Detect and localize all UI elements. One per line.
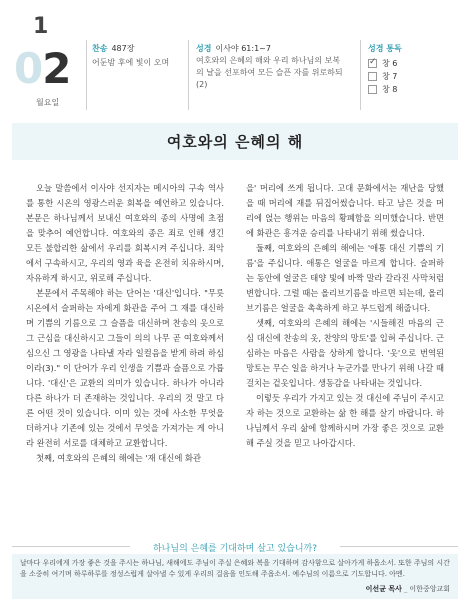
reading-plan-title: 성경 통독 bbox=[368, 44, 402, 53]
header-divider bbox=[360, 40, 361, 110]
header-divider bbox=[86, 40, 87, 110]
body-paragraph: 셋째, 여호와의 은혜의 해에는 '시들해진 마음의 근심 대신에 찬송의 옷, 찬양의 망토'를 입혀 주십니다. 근심하는 마음은 사람을 상하게 합니다. '옷'으로 번역된 망토는 무슨 일을 하거나 누군가를 만나기 위해 나갈 때 걸치는 겉옷입니다. 생동감을 나타내는 것입니다. bbox=[246, 318, 444, 388]
reading-plan-item-label: 창 8 bbox=[382, 85, 398, 94]
reading-plan-item[interactable] bbox=[368, 83, 458, 96]
day-number bbox=[14, 44, 71, 93]
body-paragraph: 둘째, 여호와의 은혜의 해에는 '애통 대신 기쁨의 기름'을 주십니다. 애통은 얼굴을 마르게 합니다. 슬퍼하는 동안에 얼굴은 태양 빛에 바짝 말라 갈라진 사막처럼 변합니다. 그럴 때는 올리브기름을 바르면 되는데, 올리브기름은 얼굴을 촉촉하게 하고 부드럽게 해줍니다. bbox=[246, 243, 444, 313]
reading-plan-item-label: 창 7 bbox=[382, 72, 398, 81]
body-paragraph: 을' 머리에 쓰게 됩니다. 고대 문화에서는 재난을 당했을 때 머리에 재를 뒤집어썼습니다. 타고 남은 것을 머리에 얹는 행위는 마음의 황폐함을 의미했습니다. 반면에 화관은 흥겨운 승리를 나타내기 위해 썼습니다. bbox=[246, 183, 444, 238]
header-divider bbox=[188, 40, 189, 110]
reflection-question: 하나님의 은혜를 기대하며 살고 있습니까? bbox=[152, 544, 318, 554]
scripture-summary: 여호와의 은혜의 해와 우리 하나님의 보복의 날을 선포하여 모든 슬픈 자를 위로하되 (2) bbox=[196, 56, 343, 89]
body-paragraph: 오늘 말씀에서 이사야 선지자는 메시아의 구속 역사를 통한 시온의 영광스러운 회복을 예언하고 있습니다. 본문은 하나님께서 보내신 여호와의 종의 사명에 초점을 맞추어 예언합니다. 여호와의 종은 죄로 인해 생긴 모든 불합리한 삶에서 우리를 회복시켜 주십니다. 죄악에서 구속하시고, 우리의 영과 육을 온전히 치유하시며, 자유하게 하시고, 위로해 주십니다. bbox=[26, 183, 224, 283]
day-digit: 2 bbox=[42, 44, 71, 93]
reading-plan bbox=[368, 43, 458, 96]
body-paragraph: 첫째, 여호와의 은혜의 해에는 '재 대신에 화관 bbox=[36, 453, 202, 463]
hymn-title: 어둔밤 후에 빛이 오며 bbox=[92, 58, 170, 67]
article-column-left bbox=[26, 181, 224, 466]
church-name: 이한중앙교회 bbox=[409, 585, 450, 593]
checkbox[interactable] bbox=[368, 72, 377, 81]
scripture-label: 성경 bbox=[196, 44, 212, 53]
reading-plan-item[interactable] bbox=[368, 57, 458, 70]
hymn-number: 487장 bbox=[111, 44, 135, 53]
article-title: 여호와의 은혜의 해 bbox=[166, 133, 304, 151]
checkbox[interactable] bbox=[368, 59, 377, 68]
author-name: 이선균 목사 bbox=[365, 585, 402, 593]
hymn-label: 찬송 bbox=[92, 44, 108, 53]
hymn-info bbox=[92, 43, 182, 69]
reading-plan-item-label: 창 6 bbox=[382, 59, 398, 68]
reading-plan-item[interactable] bbox=[368, 70, 458, 83]
article-column-right bbox=[246, 181, 444, 451]
body-paragraph: 이렇듯 우리가 가지고 있는 것 대신에 주님이 주시고자 하는 것으로 교환하는 삶 한 해를 살기 바랍니다. 하나님께서 우리 삶에 함께하시며 가장 좋은 것으로 교환해 주실 것을 믿고 나아갑시다. bbox=[246, 393, 444, 448]
prayer-text: 날마다 우리에게 가장 좋은 것을 주시는 하나님, 새해에도 주님이 주실 은혜와 복을 기대하며 감사함으로 살아가게 하옵소서. 또한 주님의 시간을 소중히 여기며 하루하루를 정성스럽게 살아낼 수 있게 우리의 걸음을 인도해 주옵소서. 예수님의 이름으로 기도합니다. 아멘. bbox=[20, 559, 450, 578]
scripture-reference: 이사야 61:1~7 bbox=[215, 44, 271, 53]
weekday-label: 월요일 bbox=[36, 98, 60, 107]
day-prefix-digit: 0 bbox=[14, 44, 43, 93]
prayer-signature: 이선균 목사 _ 이한중앙교회 bbox=[365, 585, 450, 593]
month-number: 1 bbox=[33, 14, 48, 39]
scripture-info bbox=[196, 43, 346, 91]
body-paragraph: 본문에서 주목해야 하는 단어는 '대신'입니다. "무릇 시온에서 슬퍼하는 자에게 화관을 주어 그 재를 대신하며 기쁨의 기름으로 그 슬픔을 대신하며 찬송의 옷으로 그 근심을 대신하시고 그들이 의의 나무 곧 여호와께서 심으신 그 영광을 나타낼 자라 일컬음을 받게 하려 하심이라(3)." 이 단어가 우리 인생을 기쁨과 슬픔으로 가릅니다. '대신'은 교환의 의미가 있습니다. 하나가 아니라 다른 하나가 더 존재하는 것입니다. 우리의 것 말고 다른 어떤 것이 있습니다. 이미 있는 것에 사소한 무엇을 더하거나 기존에 있는 것에서 무엇을 가져가는 게 아니라 완전히 서로를 대체하고 교환합니다. bbox=[26, 288, 224, 448]
checkbox[interactable] bbox=[368, 85, 377, 94]
